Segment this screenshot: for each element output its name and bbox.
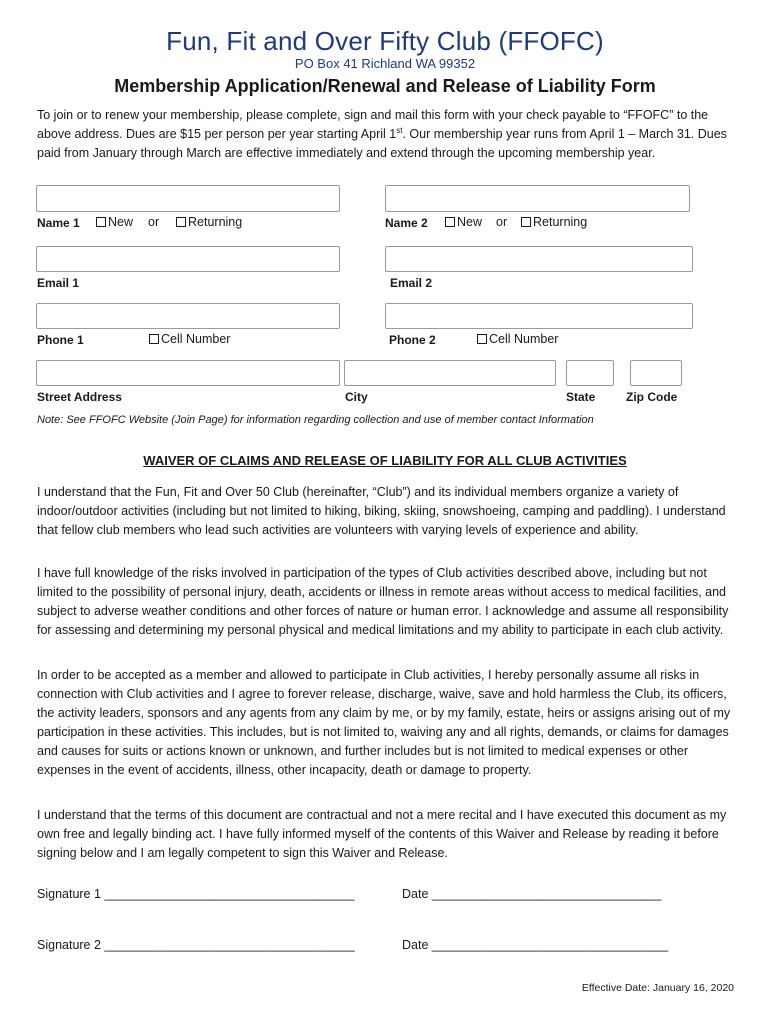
street-address-input[interactable] [36, 360, 340, 386]
date-2-line[interactable]: Date __________________________________ [402, 938, 669, 952]
waiver-heading: WAIVER OF CLAIMS AND RELEASE OF LIABILITY FOR ALL CLUB ACTIVITIES [143, 453, 627, 468]
signature-1-line[interactable]: Signature 1 ____________________________________ [37, 887, 355, 901]
email1-input[interactable] [36, 246, 340, 272]
state-input[interactable] [566, 360, 614, 386]
name2-or-text: or [496, 215, 508, 229]
email1-label: Email 1 [37, 276, 80, 290]
signature-2-line[interactable]: Signature 2 ____________________________________ [37, 938, 355, 952]
effective-date: Effective Date: January 16, 2020 [581, 982, 734, 994]
contact-info-note: Note: See FFOFC Website (Join Page) for information regarding collection and use of member contact Information [37, 414, 594, 426]
name2-new-option[interactable] [445, 215, 482, 229]
phone2-input[interactable] [385, 303, 693, 329]
email2-input[interactable] [385, 246, 693, 272]
intro-text-1: To join or to renew your membership, please complete, sign and mail this form with your check payable to “FFOFC” to the above address. Dues are $15 per person per year starting April 1 [37, 108, 709, 141]
phone1-label: Phone 1 [37, 333, 84, 347]
name2-new-checkbox[interactable] [445, 217, 455, 227]
phone2-cell-option[interactable] [477, 332, 558, 346]
city-input[interactable] [344, 360, 556, 386]
intro-paragraph [37, 106, 737, 163]
name2-returning-option[interactable] [521, 215, 587, 229]
name2-returning-checkbox[interactable] [521, 217, 531, 227]
name2-label: Name 2 [385, 216, 428, 230]
date-1-line[interactable]: Date _________________________________ [402, 887, 662, 901]
name1-returning-checkbox[interactable] [176, 217, 186, 227]
phone1-cell-option[interactable] [149, 332, 230, 346]
name1-input[interactable] [36, 185, 340, 212]
name1-returning-option[interactable] [176, 215, 242, 229]
club-title: Fun, Fit and Over Fifty Club (FFOFC) [166, 26, 604, 56]
phone1-cell-label: Cell Number [161, 332, 231, 346]
name1-returning-label: Returning [188, 215, 243, 229]
phone2-label: Phone 2 [389, 333, 436, 347]
street-address-label: Street Address [37, 390, 122, 404]
waiver-paragraph-3: In order to be accepted as a member and allowed to participate in Club activities, I hereby personally assume all risks in connection with Club activities and I agree to forever release, discharge, waive, save and hold harmless the Club, its officers, the activity leaders, sponsors and any agents from any claim by me, or by my family, estate, heirs or assigns arising out of my participation in these activities. This includes, but is not limited to, waiving any and all rights, demands, or claims for damages and causes for suits or actions known or unknown, and further includes but is not limited to medical expenses or other expenses in the event of accidents, illness, other incapacity, death or damage to property. [37, 668, 731, 777]
name1-or-text: or [148, 215, 160, 229]
waiver-paragraph-2: I have full knowledge of the risks involved in participation of the types of Club activities described above, including but not limited to the possibility of personal injury, death, accidents or illness in remote areas without access to medical facilities, and subject to adverse weather conditions and other forces of nature or human error. I acknowledge and assume all responsibility for assessing and determining my personal physical and medical limitations and my ability to participate in each club activity. [37, 566, 729, 637]
name1-new-checkbox[interactable] [96, 217, 106, 227]
name2-input[interactable] [385, 185, 690, 212]
email2-label: Email 2 [390, 276, 433, 290]
name2-returning-label: Returning [533, 215, 588, 229]
intro-text-2: . Our membership year runs from April 1 – March 31. Dues paid from January through March are effective immediately and extend through the upcoming membership year. [37, 127, 727, 160]
phone1-cell-checkbox[interactable] [149, 334, 159, 344]
waiver-paragraph-4: I understand that the terms of this document are contractual and not a mere recital and I have executed this document as my own free and legally binding act. I have fully informed myself of the contents of this Waiver and Release by reading it before signing below and I am legally competent to sign this Waiver and Release. [37, 808, 727, 860]
intro-superscript: st [396, 125, 403, 135]
zip-code-label: Zip Code [626, 390, 678, 404]
waiver-paragraph-1: I understand that the Fun, Fit and Over 50 Club (hereinafter, “Club”) and its individual members organize a variety of indoor/outdoor activities (including but not limited to hiking, biking, skiing, snowshoeing, camping and paddling). I understand that fellow club members who lead such activities are volunteers with varying levels of experience and ability. [37, 485, 726, 537]
state-label: State [566, 390, 596, 404]
city-label: City [345, 390, 368, 404]
name1-new-option[interactable] [96, 215, 133, 229]
name2-new-label: New [457, 215, 483, 229]
name1-new-label: New [108, 215, 134, 229]
phone2-cell-checkbox[interactable] [477, 334, 487, 344]
zip-code-input[interactable] [630, 360, 682, 386]
form-title: Membership Application/Renewal and Release of Liability Form [114, 76, 656, 96]
club-address: PO Box 41 Richland WA 99352 [294, 56, 476, 71]
name1-label: Name 1 [37, 216, 80, 230]
phone2-cell-label: Cell Number [489, 332, 559, 346]
phone1-input[interactable] [36, 303, 340, 329]
